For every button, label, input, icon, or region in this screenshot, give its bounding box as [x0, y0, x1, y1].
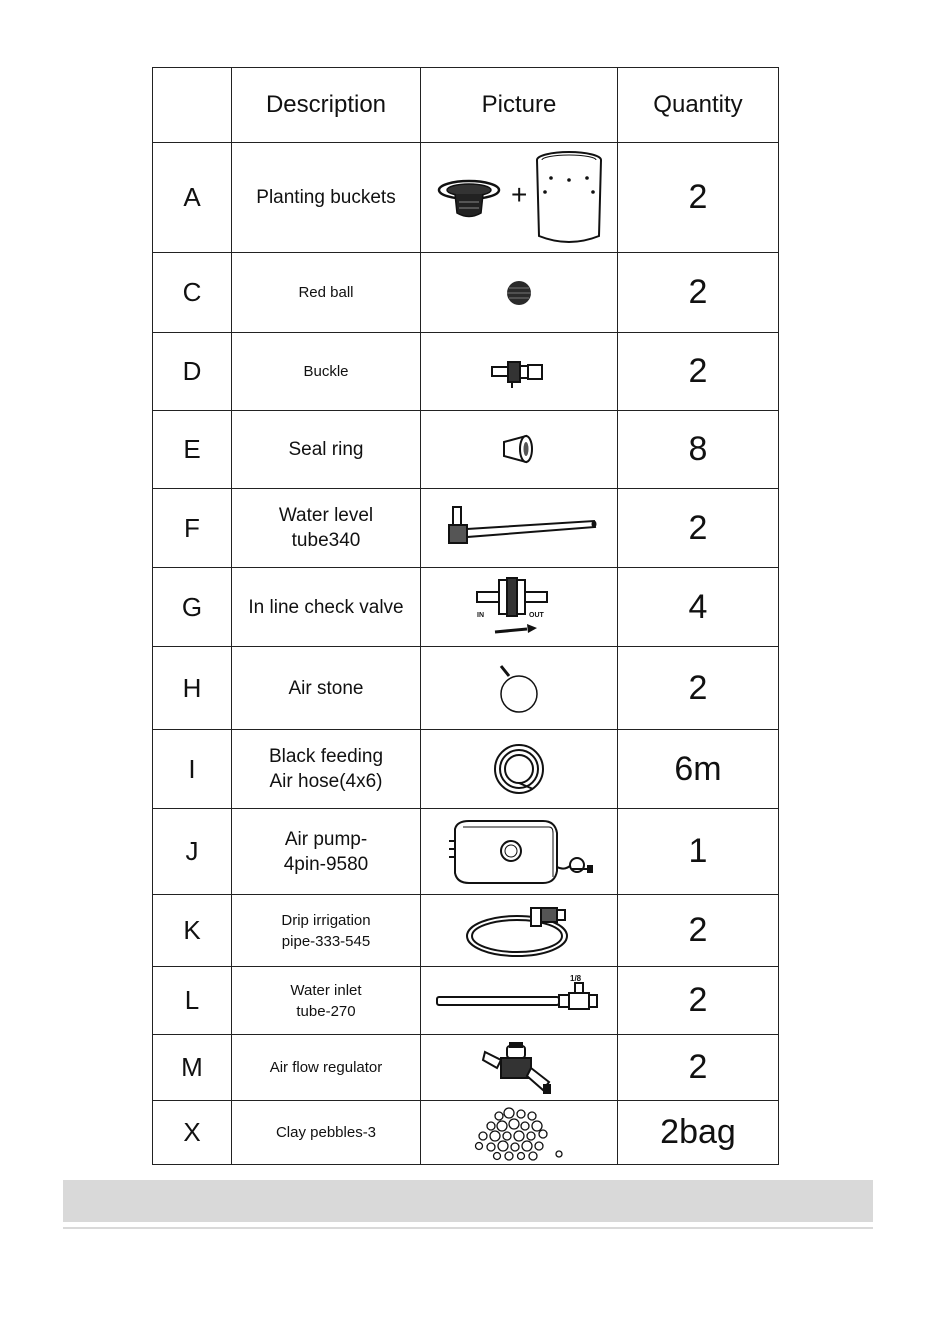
row-quantity: 2 — [618, 333, 779, 411]
row-quantity: 4 — [618, 568, 779, 647]
row-letter: G — [153, 568, 232, 647]
table-row — [153, 647, 779, 730]
red-ball-icon — [499, 273, 539, 313]
row-quantity: 8 — [618, 411, 779, 489]
table-row — [153, 253, 779, 333]
row-description: Buckle — [232, 333, 421, 411]
air-hose-icon — [489, 739, 549, 799]
row-description: In line check valve — [232, 568, 421, 647]
air-pump-icon — [439, 815, 599, 889]
row-description: Water inlet tube-270 — [232, 967, 421, 1035]
header-description: Description — [232, 68, 421, 143]
row-quantity: 2 — [618, 967, 779, 1035]
table-row — [153, 568, 779, 647]
row-quantity: 2 — [618, 489, 779, 568]
svg-text:+: + — [511, 178, 528, 210]
row-quantity: 2 — [618, 647, 779, 730]
row-description: Air flow regulator — [232, 1035, 421, 1101]
header-quantity: Quantity — [618, 68, 779, 143]
row-description: Red ball — [232, 253, 421, 333]
row-description: Air stone — [232, 647, 421, 730]
table-row — [153, 895, 779, 967]
table-row — [153, 730, 779, 809]
footer-divider — [63, 1227, 873, 1229]
row-description: Drip irrigation pipe-333-545 — [232, 895, 421, 967]
row-quantity: 2bag — [618, 1101, 779, 1165]
row-letter: C — [153, 253, 232, 333]
check-valve-icon — [469, 572, 569, 642]
table-row — [153, 489, 779, 568]
row-description: Seal ring — [232, 411, 421, 489]
row-description: Black feeding Air hose(4x6) — [232, 730, 421, 809]
table-row — [153, 809, 779, 895]
table-row — [153, 967, 779, 1035]
row-letter: K — [153, 895, 232, 967]
row-description: Clay pebbles-3 — [232, 1101, 421, 1165]
table-row — [153, 1035, 779, 1101]
row-letter: J — [153, 809, 232, 895]
water-level-tube-icon — [439, 503, 599, 553]
parts-table — [152, 67, 779, 1165]
row-quantity: 6m — [618, 730, 779, 809]
row-letter: D — [153, 333, 232, 411]
clay-pebbles-icon — [469, 1104, 569, 1162]
drip-pipe-icon — [459, 898, 579, 964]
row-letter: M — [153, 1035, 232, 1101]
row-quantity: 2 — [618, 1035, 779, 1101]
table-row — [153, 333, 779, 411]
table-row — [153, 143, 779, 253]
table-row — [153, 1101, 779, 1165]
footer-bar — [63, 1180, 873, 1222]
row-letter: L — [153, 967, 232, 1035]
row-description: Air pump- 4pin-9580 — [232, 809, 421, 895]
row-letter: X — [153, 1101, 232, 1165]
planting-bucket-icon — [429, 148, 609, 248]
air-stone-icon — [489, 658, 549, 718]
row-letter: F — [153, 489, 232, 568]
header-picture: Picture — [421, 68, 618, 143]
inlet-size-label: 1/8 — [570, 973, 582, 983]
valve-in-label: IN — [477, 612, 484, 619]
header-letter — [153, 68, 232, 143]
inlet-tube-icon — [429, 973, 609, 1029]
row-letter: E — [153, 411, 232, 489]
row-quantity: 2 — [618, 143, 779, 253]
flow-regulator-icon — [479, 1038, 559, 1098]
row-quantity: 2 — [618, 253, 779, 333]
row-letter: H — [153, 647, 232, 730]
row-letter: A — [153, 143, 232, 253]
valve-out-label: OUT — [529, 612, 544, 619]
seal-ring-icon — [494, 430, 544, 470]
row-description: Planting buckets — [232, 143, 421, 253]
buckle-icon — [484, 352, 554, 392]
table-row — [153, 411, 779, 489]
row-description: Water level tube340 — [232, 489, 421, 568]
row-letter: I — [153, 730, 232, 809]
row-quantity: 2 — [618, 895, 779, 967]
header-row — [153, 68, 779, 143]
row-quantity: 1 — [618, 809, 779, 895]
